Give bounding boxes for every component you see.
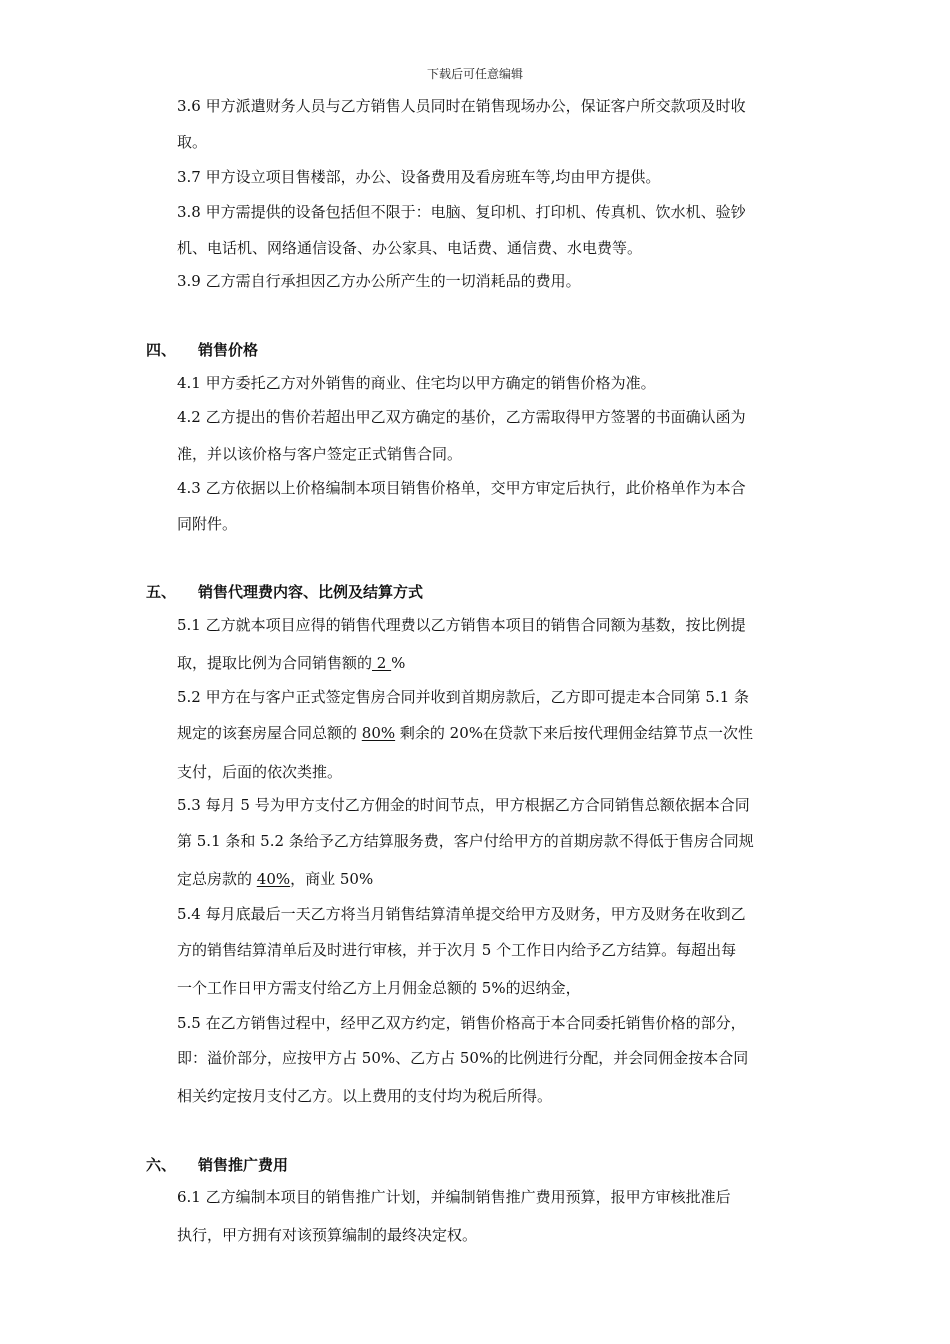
- paragraph-line: 4.1 甲方委托乙方对外销售的商业、住宅均以甲方确定的销售价格为准。: [177, 374, 656, 392]
- paragraph-line: [177, 654, 405, 672]
- paragraph-line: 3.7 甲方设立项目售楼部，办公、设备费用及看房班车等,均由甲方提供。: [177, 168, 661, 186]
- commission-rate: 2: [372, 654, 392, 672]
- section-heading-4: [146, 341, 258, 359]
- paragraph-line: 6.1 乙方编制本项目的销售推广计划，并编制销售推广费用预算，报甲方审核批准后: [177, 1188, 731, 1206]
- paragraph-line: 5.1 乙方就本项目应得的销售代理费以乙方销售本项目的销售合同额为基数，按比例提: [177, 616, 746, 634]
- text-run: ，商业 50%: [290, 870, 374, 888]
- paragraph-line: 取。: [177, 133, 208, 151]
- section-number: 六、: [146, 1156, 177, 1174]
- paragraph-line: 3.8 甲方需提供的设备包括但不限于：电脑、复印机、打印机、传真机、饮水机、验钞: [177, 203, 746, 221]
- paragraph-line: 5.5 在乙方销售过程中，经甲乙双方约定，销售价格高于本合同委托销售价格的部分，: [177, 1014, 746, 1032]
- section-number: 四、: [146, 341, 177, 359]
- section-number: 五、: [146, 583, 177, 601]
- paragraph-line: [177, 724, 753, 742]
- underlined-value: 80%: [361, 724, 396, 742]
- paragraph-line: 3.6 甲方派遣财务人员与乙方销售人员同时在销售现场办公，保证客户所交款项及时收: [177, 97, 746, 115]
- paragraph-line: 同附件。: [177, 515, 238, 533]
- paragraph-line: 支付，后面的依次类推。: [177, 763, 343, 781]
- paragraph-line: 方的销售结算清单后及时进行审核，并于次月 5 个工作日内给予乙方结算。每超出每: [177, 941, 737, 959]
- text-run: 剩余的 20%在贷款下来后按代理佣金结算节点一次性: [395, 724, 754, 742]
- paragraph-line: [177, 870, 373, 888]
- paragraph-line: 即：溢价部分，应按甲方占 50%、乙方占 50%的比例进行分配，并会同佣金按本合同: [177, 1049, 749, 1067]
- paragraph-line: 4.2 乙方提出的售价若超出甲乙双方确定的基价，乙方需取得甲方签署的书面确认函为: [177, 408, 746, 426]
- section-heading-5: [146, 583, 423, 601]
- paragraph-line: 一个工作日甲方需支付给乙方上月佣金总额的 5%的迟纳金，: [177, 979, 581, 997]
- page-header: 下载后可任意编辑: [426, 67, 523, 81]
- paragraph-line: 相关约定按月支付乙方。以上费用的支付均为税后所得。: [177, 1087, 553, 1105]
- paragraph-line: 执行，甲方拥有对该预算编制的最终决定权。: [177, 1226, 478, 1244]
- section-title: 销售价格: [198, 341, 259, 359]
- paragraph-line: 4.3 乙方依据以上价格编制本项目销售价格单，交甲方审定后执行，此价格单作为本合: [177, 479, 746, 497]
- text-run: 规定的该套房屋合同总额的: [177, 724, 362, 742]
- section-title: 销售推广费用: [198, 1156, 289, 1174]
- section-heading-6: [146, 1156, 288, 1174]
- paragraph-line: 机、电话机、网络通信设备、办公家具、电话费、通信费、水电费等。: [177, 239, 643, 257]
- paragraph-line: 准，并以该价格与客户签定正式销售合同。: [177, 445, 463, 463]
- paragraph-line: 3.9 乙方需自行承担因乙方办公所产生的一切消耗品的费用。: [177, 272, 581, 290]
- paragraph-line: 5.4 每月底最后一天乙方将当月销售结算清单提交给甲方及财务，甲方及财务在收到乙: [177, 905, 746, 923]
- paragraph-line: 第 5.1 条和 5.2 条给予乙方结算服务费，客户付给甲方的首期房款不得低于售房合同规: [177, 832, 754, 850]
- section-title: 销售代理费内容、比例及结算方式: [198, 583, 424, 601]
- text-run: 定总房款的: [177, 870, 257, 888]
- paragraph-line: 5.3 每月 5 号为甲方支付乙方佣金的时间节点，甲方根据乙方合同销售总额依据本合同: [177, 796, 750, 814]
- underlined-value: 40%: [256, 870, 291, 888]
- text-run: %: [391, 654, 406, 672]
- text-run: 取，提取比例为合同销售额的: [177, 654, 373, 672]
- paragraph-line: 5.2 甲方在与客户正式签定售房合同并收到首期房款后，乙方即可提走本合同第 5.1 条: [177, 688, 750, 706]
